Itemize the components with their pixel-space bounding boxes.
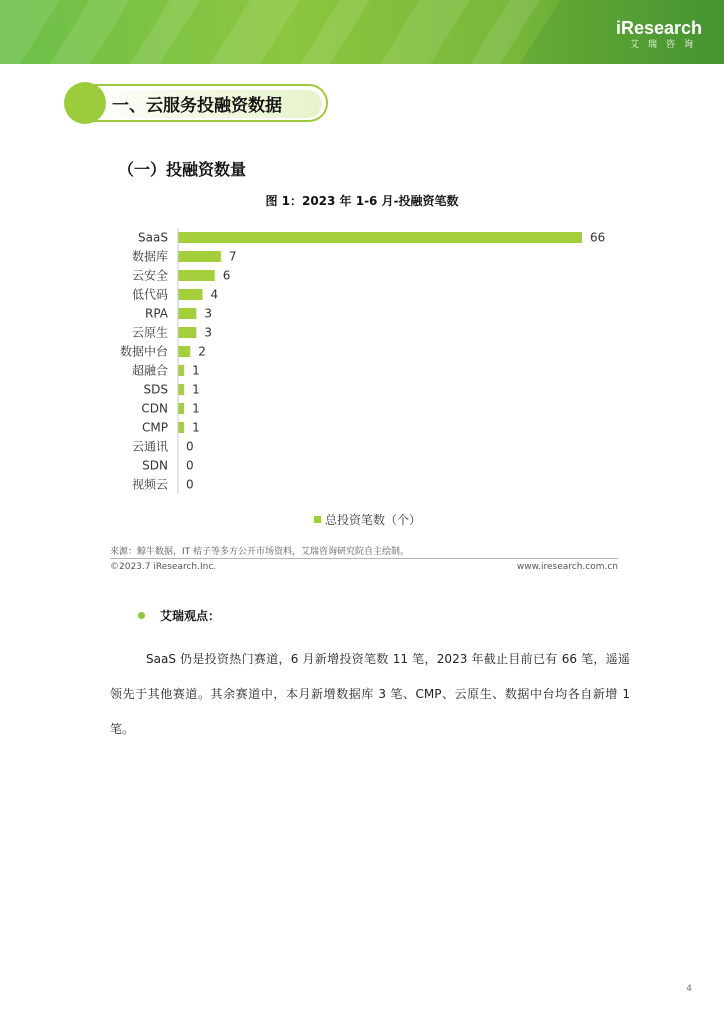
bar bbox=[178, 422, 184, 433]
legend-swatch bbox=[314, 516, 321, 523]
bar bbox=[178, 346, 190, 357]
viewpoint-title: 艾瑞观点： bbox=[160, 609, 221, 623]
category-label: 数据中台 bbox=[119, 344, 168, 359]
category-label: 数据库 bbox=[131, 249, 168, 264]
subsection-title: （一）投融资数量 bbox=[118, 160, 247, 179]
page-number: 4 bbox=[686, 984, 692, 994]
category-label: 超融合 bbox=[131, 363, 168, 378]
footer-divider bbox=[110, 558, 618, 559]
data-label: 0 bbox=[186, 439, 194, 454]
data-label: 66 bbox=[590, 230, 606, 245]
category-label: 低代码 bbox=[131, 287, 168, 302]
category-label: 云安全 bbox=[131, 268, 168, 283]
bar bbox=[178, 308, 196, 319]
figure-title: 图 1：2023 年 1-6 月-投融资笔数 bbox=[265, 194, 459, 208]
bar bbox=[178, 270, 215, 281]
bar bbox=[178, 289, 202, 300]
category-label: RPA bbox=[144, 306, 168, 321]
category-label: CDN bbox=[141, 401, 168, 416]
data-label: 1 bbox=[192, 420, 200, 435]
bar bbox=[178, 384, 184, 395]
section-title: 一、云服务投融资数据 bbox=[112, 96, 282, 116]
data-label: 2 bbox=[198, 344, 206, 359]
copyright: ©2023.7 iResearch.Inc. bbox=[110, 562, 217, 572]
data-label: 4 bbox=[210, 287, 219, 302]
bar bbox=[178, 232, 582, 243]
data-label: 1 bbox=[192, 363, 200, 378]
category-label: SDN bbox=[142, 458, 168, 473]
category-label: SaaS bbox=[138, 230, 168, 245]
bar bbox=[178, 327, 196, 338]
legend-label: 总投资笔数（个） bbox=[325, 513, 422, 527]
category-label: 视频云 bbox=[131, 477, 168, 492]
bullet-dot-icon bbox=[138, 612, 145, 619]
data-label: 0 bbox=[186, 477, 194, 492]
data-label: 3 bbox=[204, 306, 213, 321]
bar bbox=[178, 251, 221, 262]
section-header-dot-icon bbox=[64, 82, 106, 124]
logo-text: iResearch bbox=[615, 18, 702, 38]
viewpoint-text: SaaS 仍是投资热门赛道，6 月新增投资笔数 11 笔，2023 年截止目前已有 66 笔，遥遥领先于其他赛道。其余赛道中，本月新增数据库 3 笔、CMP、云原生、数据中台均各自新增 1 笔。 bbox=[110, 652, 630, 736]
iresearch-logo bbox=[616, 18, 702, 51]
website: www.iresearch.com.cn bbox=[516, 562, 618, 572]
top-banner bbox=[0, 0, 724, 64]
source-note: 来源：鲸牛数据，IT 桔子等多方公开市场资料，艾瑞咨询研究院自主绘制。 bbox=[110, 547, 410, 557]
data-label: 3 bbox=[204, 325, 213, 340]
category-label: CMP bbox=[142, 420, 168, 435]
legend bbox=[314, 512, 421, 527]
data-label: 0 bbox=[186, 458, 194, 473]
category-label: 云原生 bbox=[131, 325, 168, 340]
data-label: 6 bbox=[222, 268, 231, 283]
bar bbox=[178, 365, 184, 376]
data-label: 7 bbox=[228, 249, 237, 264]
section-header bbox=[66, 84, 328, 122]
data-label: 1 bbox=[192, 382, 200, 397]
bar-chart bbox=[100, 222, 630, 532]
category-label: SDS bbox=[143, 382, 168, 397]
data-label: 1 bbox=[192, 401, 200, 416]
bar bbox=[178, 403, 184, 414]
logo-subtext: 艾瑞咨询 bbox=[629, 40, 702, 50]
category-label: 云通讯 bbox=[131, 439, 168, 454]
